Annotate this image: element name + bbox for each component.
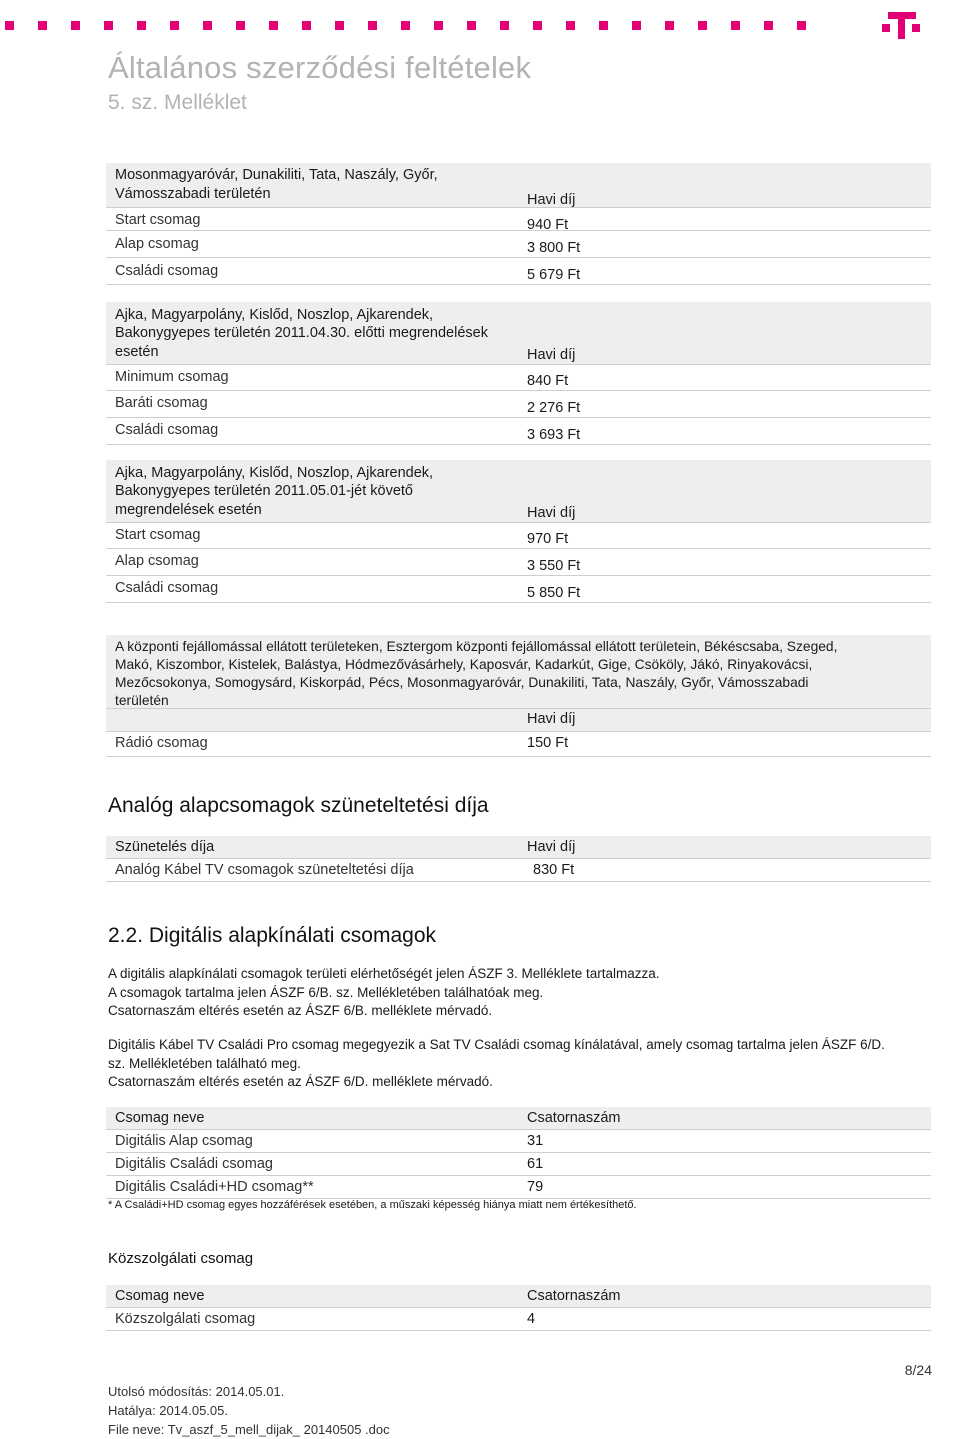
footer-filename: File neve: Tv_aszf_5_mell_dijak_ 20140505 .doc: [108, 1422, 390, 1437]
package-name: Baráti csomag: [115, 395, 208, 411]
table-row: [106, 391, 931, 418]
price-table-mosonmagyarovar: [106, 163, 931, 285]
brand-dot: [236, 21, 245, 30]
table-title-line: Ajka, Magyarpolány, Kislőd, Noszlop, Ajkarendek,: [115, 465, 434, 481]
document-title: Általános szerződési feltételek: [108, 50, 532, 85]
channel-count: 61: [527, 1156, 544, 1172]
package-name: Start csomag: [115, 527, 201, 543]
brand-dot: [764, 21, 773, 30]
brand-dot: [38, 21, 47, 30]
package-price: 2 276 Ft: [527, 400, 581, 416]
brand-dot: [302, 21, 311, 30]
brand-dot: [533, 21, 542, 30]
suspension-fee-table: [106, 836, 931, 882]
package-name: Alap csomag: [115, 553, 199, 569]
package-name: Családi csomag: [115, 263, 219, 279]
fee-name: Analóg Kábel TV csomagok szüneteltetési díja: [115, 862, 414, 878]
table-row: [106, 1130, 931, 1153]
table-row: [106, 576, 931, 603]
brand-dot: [335, 21, 344, 30]
paragraph-line: Csatornaszám eltérés esetén az ÁSZF 6/B. melléklete mérvadó.: [108, 1003, 493, 1018]
table-header-row: [106, 836, 931, 859]
paragraph-line: Csatornaszám eltérés esetén az ÁSZF 6/D. melléklete mérvadó.: [108, 1074, 493, 1089]
column-header: Havi díj: [527, 347, 576, 363]
package-price: 3 550 Ft: [527, 558, 581, 574]
channel-table-public: [106, 1285, 931, 1331]
package-price: 5 850 Ft: [527, 585, 581, 601]
column-header: Csomag neve: [115, 1288, 205, 1304]
table-title-line: Ajka, Magyarpolány, Kislőd, Noszlop, Ajkarendek,: [115, 307, 434, 323]
column-header: Havi díj: [527, 192, 576, 208]
table-row: [106, 258, 931, 285]
brand-dots: [0, 21, 806, 30]
brand-dot: [566, 21, 575, 30]
table-title-line: területén: [115, 693, 169, 708]
package-name: Digitális Családi+HD csomag**: [115, 1179, 314, 1195]
brand-dot: [137, 21, 146, 30]
channel-table-digital: [106, 1107, 931, 1199]
brand-dot: [269, 21, 278, 30]
table-title-line: Makó, Kiszombor, Kistelek, Balástya, Hódmezővásárhely, Kaposvár, Kadarkút, Gige, Csököly, Jákó, Rinyakovácsi,: [115, 657, 813, 672]
package-price: 840 Ft: [527, 373, 569, 389]
table-title-line: esetén: [115, 344, 159, 360]
table-row: [106, 230, 931, 258]
table-row: [106, 418, 931, 445]
table-row: [106, 1153, 931, 1176]
brand-dot: [104, 21, 113, 30]
paragraph: [108, 965, 938, 1021]
section-heading: Közszolgálati csomag: [108, 1250, 254, 1267]
document-subtitle: 5. sz. Melléklet: [108, 91, 247, 114]
footnote: * A Családi+HD csomag egyes hozzáférések esetében, a műszaki képesség hiánya miatt nem értékesíthető.: [108, 1199, 637, 1211]
column-header: Csomag neve: [115, 1110, 205, 1126]
channel-count: 79: [527, 1179, 544, 1195]
channel-count: 4: [527, 1311, 536, 1327]
column-header: Havi díj: [527, 711, 576, 727]
table-row: [106, 523, 931, 549]
column-header: Havi díj: [527, 505, 576, 521]
table-header-row: [106, 635, 931, 709]
brand-dot: [170, 21, 179, 30]
footer-effective: Hatálya: 2014.05.05.: [108, 1403, 228, 1418]
channel-count: 31: [527, 1133, 544, 1149]
table-row: [106, 365, 931, 391]
package-name: Családi csomag: [115, 580, 219, 596]
table-title-line: Bakonygyepes területén 2011.05.01-jét követő: [115, 483, 413, 499]
brand-dot: [5, 21, 14, 30]
column-header: Csatornaszám: [527, 1110, 621, 1126]
table-title-line: Bakonygyepes területén 2011.04.30. előtti megrendelések: [115, 325, 488, 341]
brand-dot: [401, 21, 410, 30]
table-title-line: Vámosszabadi területén: [115, 186, 271, 202]
brand-dot: [797, 21, 806, 30]
section-heading: Analóg alapcsomagok szüneteltetési díja: [108, 794, 489, 817]
table-header-row: [106, 302, 931, 365]
package-price: 5 679 Ft: [527, 267, 581, 283]
table-title-line: A központi fejállomással ellátott területeken, Esztergom központi fejállomással ellátott területein, Békéscsaba, Szeged,: [115, 639, 838, 654]
package-name: Rádió csomag: [115, 735, 208, 751]
paragraph-line: A digitális alapkínálati csomagok területi elérhetőségét jelen ÁSZF 3. Melléklete tartalmazza.: [108, 966, 660, 981]
table-header-row: [106, 163, 931, 208]
package-price: 970 Ft: [527, 531, 569, 547]
paragraph-line: A csomagok tartalma jelen ÁSZF 6/B. sz. Mellékletében találhatóak meg.: [108, 984, 544, 1000]
table-row: [106, 859, 931, 882]
package-name: Családi csomag: [115, 422, 219, 438]
package-name: Digitális Családi csomag: [115, 1156, 273, 1172]
package-name: Digitális Alap csomag: [115, 1133, 253, 1149]
brand-dot: [599, 21, 608, 30]
paragraph-line: sz. Mellékletében található meg.: [108, 1055, 301, 1071]
column-header: Szünetelés díja: [115, 839, 215, 855]
brand-dot: [368, 21, 377, 30]
package-price: 940 Ft: [527, 217, 569, 233]
price-table-radio: [106, 635, 931, 757]
table-header-row: [106, 1285, 931, 1308]
package-name: Alap csomag: [115, 236, 199, 252]
table-row: [106, 1308, 931, 1331]
column-header: Havi díj: [527, 839, 576, 855]
brand-dot: [71, 21, 80, 30]
brand-dot: [500, 21, 509, 30]
page-number: 8/24: [904, 1362, 932, 1378]
fee-price: 830 Ft: [533, 862, 575, 878]
package-name: Közszolgálati csomag: [115, 1311, 256, 1327]
table-header-row: [106, 460, 931, 523]
brand-dot: [203, 21, 212, 30]
brand-dot: [665, 21, 674, 30]
brand-dot: [698, 21, 707, 30]
telekom-t-logo-icon: [882, 9, 920, 39]
paragraph-line: Digitális Kábel TV Családi Pro csomag megegyezik a Sat TV Családi csomag kínálatával, amely csomag tartalma jelen ÁSZF 6/D.: [108, 1037, 885, 1052]
brand-dot: [632, 21, 641, 30]
table-row: [106, 732, 931, 757]
brand-bar: [0, 9, 960, 39]
brand-dot: [434, 21, 443, 30]
table-header-row: [106, 709, 931, 732]
brand-dot: [467, 21, 476, 30]
package-price: 3 800 Ft: [527, 240, 581, 256]
price-table-ajka-before: [106, 302, 931, 445]
price-table-ajka-after: [106, 460, 931, 603]
package-price: 150 Ft: [527, 735, 569, 751]
package-name: Start csomag: [115, 212, 201, 228]
table-title-line: Mezőcsokonya, Somogysárd, Kiskorpád, Pécs, Mosonmagyaróvár, Dunakiliti, Tata, Naszály, Győr, Vámosszabadi: [115, 675, 809, 690]
paragraph: [108, 1036, 938, 1092]
column-header: Csatornaszám: [527, 1288, 621, 1304]
table-title-line: Mosonmagyaróvár, Dunakiliti, Tata, Naszály, Győr,: [115, 167, 438, 183]
package-price: 3 693 Ft: [527, 427, 581, 443]
table-title-line: megrendelések esetén: [115, 502, 262, 518]
table-row: [106, 549, 931, 576]
footer-modified: Utolsó módosítás: 2014.05.01.: [108, 1384, 285, 1399]
section-heading: 2.2. Digitális alapkínálati csomagok: [108, 924, 437, 947]
table-header-row: [106, 1107, 931, 1130]
table-row: [106, 1176, 931, 1199]
package-name: Minimum csomag: [115, 369, 229, 385]
brand-dot: [731, 21, 740, 30]
